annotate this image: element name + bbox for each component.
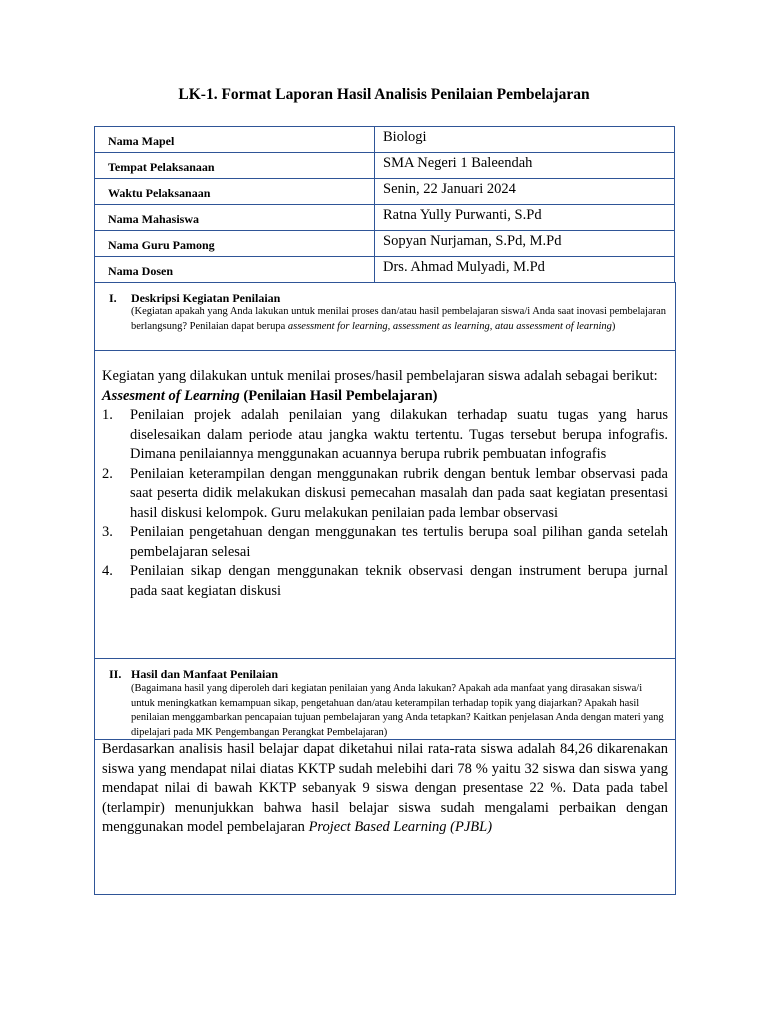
info-label: Nama Guru Pamong — [95, 231, 375, 257]
section1-number: I. — [109, 291, 117, 305]
list-item — [102, 523, 668, 562]
list-item — [102, 465, 668, 524]
list-number: 4. — [102, 563, 113, 579]
info-label: Nama Mapel — [95, 127, 375, 153]
section1-note — [131, 305, 667, 334]
section1-title: Deskripsi Kegiatan Penilaian — [131, 291, 281, 305]
info-value: Sopyan Nurjaman, S.Pd, M.Pd — [375, 231, 675, 257]
info-row — [95, 127, 675, 153]
section2-content-box — [94, 738, 676, 895]
info-label: Tempat Pelaksanaan — [95, 153, 375, 179]
section2-heading — [109, 667, 278, 682]
list-number: 2. — [102, 465, 113, 482]
info-row — [95, 257, 675, 283]
list-text: Penilaian sikap dengan menggunakan teknik observasi dengan instrument berupa jurnal pada saat kegiatan diskusi — [130, 563, 668, 599]
assessment-list — [102, 406, 668, 601]
section2-number: II. — [109, 667, 122, 681]
info-value: SMA Negeri 1 Baleendah — [375, 153, 675, 179]
subhead-italic: Assesment of Learning — [102, 387, 240, 404]
section2-header-box — [94, 658, 676, 740]
list-text: Penilaian pengetahuan dengan menggunakan tes tertulis berupa soal pilihan ganda setelah pembelajaran selesai — [130, 524, 668, 560]
subhead-rest: (Penilaian Hasil Pembelajaran) — [239, 387, 438, 404]
section1-note-end: ) — [611, 320, 616, 332]
section1-intro: Kegiatan yang dilakukan untuk menilai proses/hasil pembelajaran siswa adalah sebagai berikut: — [102, 368, 658, 384]
section2-title: Hasil dan Manfaat Penilaian — [131, 667, 279, 681]
list-number: 3. — [102, 524, 113, 540]
info-row — [95, 231, 675, 257]
section1-content-box — [94, 349, 676, 659]
info-label: Nama Mahasiswa — [95, 205, 375, 231]
section2-body — [102, 740, 668, 838]
info-table — [94, 126, 675, 283]
section2-body-text: Berdasarkan analisis hasil belajar dapat diketahui nilai rata-rata siswa adalah 84,26 dikarenakan siswa yang mendapat nilai diatas KKTP sudah melebihi dari 78 % yaitu 32 siswa dan siswa yang mendapat nilai di bawah KKTP sebanyak 9 siswa dengan presentase 22 %. Data pada tabel (terlampir) menunjukkan bahwa hasil belajar siswa sudah mengalami perbaikan dengan menggunakan model pembelajaran — [102, 741, 668, 835]
section1-heading — [109, 291, 280, 306]
section1-subhead — [102, 387, 668, 407]
info-label: Nama Dosen — [95, 257, 375, 283]
section1-body — [102, 367, 668, 601]
list-item — [102, 562, 668, 601]
info-value: Senin, 22 Januari 2024 — [375, 179, 675, 205]
info-label: Waktu Pelaksanaan — [95, 179, 375, 205]
page-title: LK-1. Format Laporan Hasil Analisis Penilaian Pembelajaran — [178, 86, 590, 103]
info-value: Drs. Ahmad Mulyadi, M.Pd — [375, 257, 675, 283]
info-row — [95, 205, 675, 231]
info-row — [95, 153, 675, 179]
info-value: Ratna Yully Purwanti, S.Pd — [375, 205, 675, 231]
list-text: Penilaian projek adalah penilaian yang dilakukan terhadap suatu tugas yang harus diselesaikan dalam periode atau jangka waktu tertentu. Tugas tersebut berupa infografis. Dimana penilaiannya menggunakan acuannya berupa rubrik pembuatan infografis — [130, 407, 668, 462]
section1-header-box — [94, 282, 676, 351]
info-value: Biologi — [375, 127, 675, 153]
section2-note: (Bagaimana hasil yang diperoleh dari kegiatan penilaian yang Anda lakukan? Apakah ada manfaat yang dirasakan siswa/i untuk meningkatkan kemampuan sikap, pengetahuan dan/atau keterampilan terhadap topik yang diajarkan? Apakah hasil penilaian menggambarkan pencapaian tujuan pembelajaran yang Anda tetapkan? Kaitkan penjelasan Anda dengan materi yang dipelajari pada MK Pengembangan Perangkat Pembelajaran) — [131, 683, 664, 738]
list-text: Penilaian keterampilan dengan menggunakan rubrik dengan bentuk lembar observasi pada saat peserta didik melakukan diskusi pemecahan masalah dan pada saat kegiatan presentasi hasil diskusi kelompok. Guru melakukan penilaian pada lembar observasi — [130, 465, 668, 521]
section1-note-italic: assessment for learning, assessment as learning, atau assessment of learning — [287, 320, 612, 332]
info-row — [95, 179, 675, 205]
list-number: 1. — [102, 407, 113, 423]
section1-note-text: (Kegiatan apakah yang Anda lakukan untuk menilai proses dan/atau hasil pembelajaran siswa/i Anda saat inovasi pembelajaran berlangsung? Penilaian dapat berupa — [131, 306, 667, 332]
section2-body-italic: Project Based Learning (PJBL) — [308, 819, 493, 835]
list-item — [102, 406, 668, 465]
